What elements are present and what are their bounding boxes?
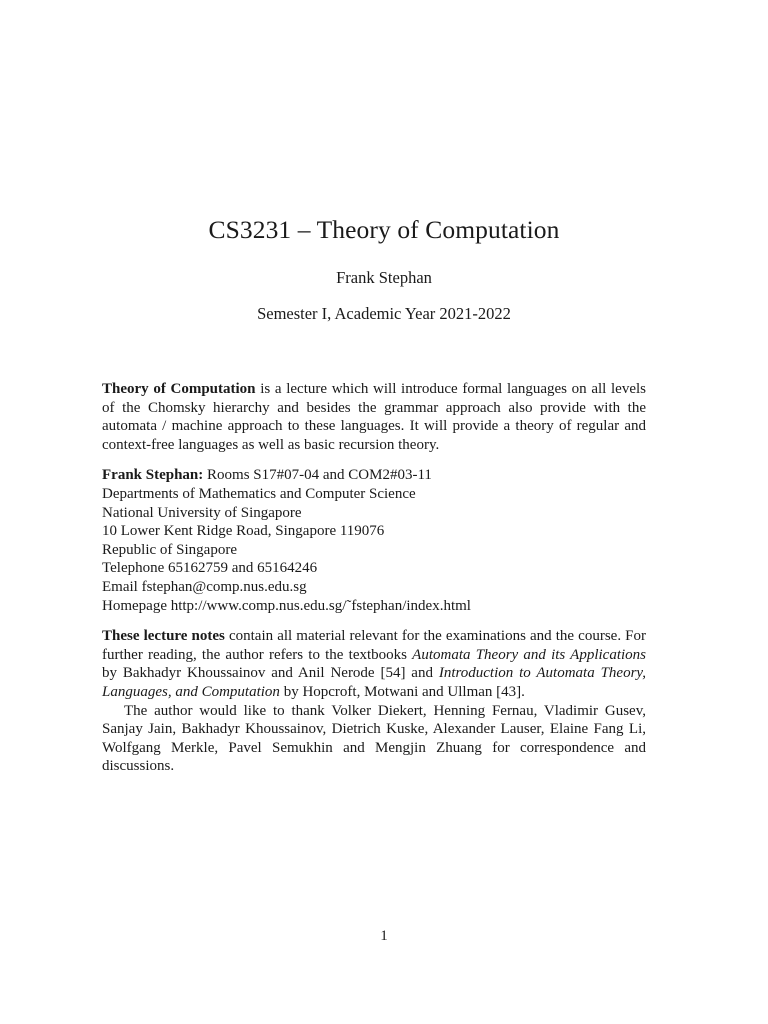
- contact-address: 10 Lower Kent Ridge Road, Singapore 119076: [102, 523, 385, 540]
- book-title-2: Introduction to Automata Theory, Languages, and Computation: [102, 665, 646, 700]
- contact-block: [102, 466, 646, 615]
- contact-name-line: [102, 466, 646, 485]
- document-title: CS3231 – Theory of Computation: [208, 215, 560, 244]
- notes-text-1: contain all material relevant for the examinations and the course. For further reading, the author refers to the textbooks: [102, 628, 646, 663]
- intro-lead: Theory of Computation: [102, 381, 256, 397]
- thanks-paragraph: The author would like to thank Volker Diekert, Henning Fernau, Vladimir Gusev, Sanjay Jain, Bakhadyr Khoussainov, Dietrich Kuske, Alexander Lauser, Elaine Fang Li, Wolfgang Merkle, Pavel Semukhin and Mengjin Zhuang for correspondence and discussions.: [102, 702, 646, 775]
- contact-email: Email fstephan@comp.nus.edu.sg: [102, 578, 307, 595]
- contact-country: Republic of Singapore: [102, 541, 237, 558]
- intro-paragraph: [102, 380, 646, 454]
- document-body: [102, 380, 646, 776]
- paragraph-gap: [102, 615, 646, 627]
- contact-telephone: Telephone 65162759 and 65164246: [102, 560, 318, 577]
- document-author: Frank Stephan: [336, 268, 432, 287]
- document-semester: Semester I, Academic Year 2021-2022: [257, 304, 511, 323]
- notes-text-2: by Bakhadyr Khoussainov and Anil Nerode [54] and: [102, 665, 439, 682]
- page-number: 1: [380, 928, 388, 944]
- intro-text: is a lecture which will introduce formal languages on all levels of the Chomsky hierarchy and besides the grammar approach also provide with the automata / machine approach to these languages. It will provide a theory of regular and context-free languages as well as basic recursion theory.: [102, 381, 647, 453]
- notes-paragraph: [102, 627, 646, 701]
- contact-homepage: Homepage http://www.comp.nus.edu.sg/˜fstephan/index.html: [102, 597, 471, 614]
- contact-department: Departments of Mathematics and Computer Science: [102, 485, 416, 502]
- contact-university: National University of Singapore: [102, 504, 302, 521]
- paragraph-gap: [102, 454, 646, 466]
- notes-lead: These lecture notes: [102, 628, 225, 645]
- contact-rooms: Rooms S17#07-04 and COM2#03-11: [203, 467, 432, 484]
- title-block: [0, 214, 768, 324]
- contact-name: Frank Stephan:: [102, 467, 204, 484]
- book-title-1: Automata Theory and its Applications: [412, 646, 646, 663]
- notes-text-3: by Hopcroft, Motwani and Ullman [43].: [279, 683, 525, 700]
